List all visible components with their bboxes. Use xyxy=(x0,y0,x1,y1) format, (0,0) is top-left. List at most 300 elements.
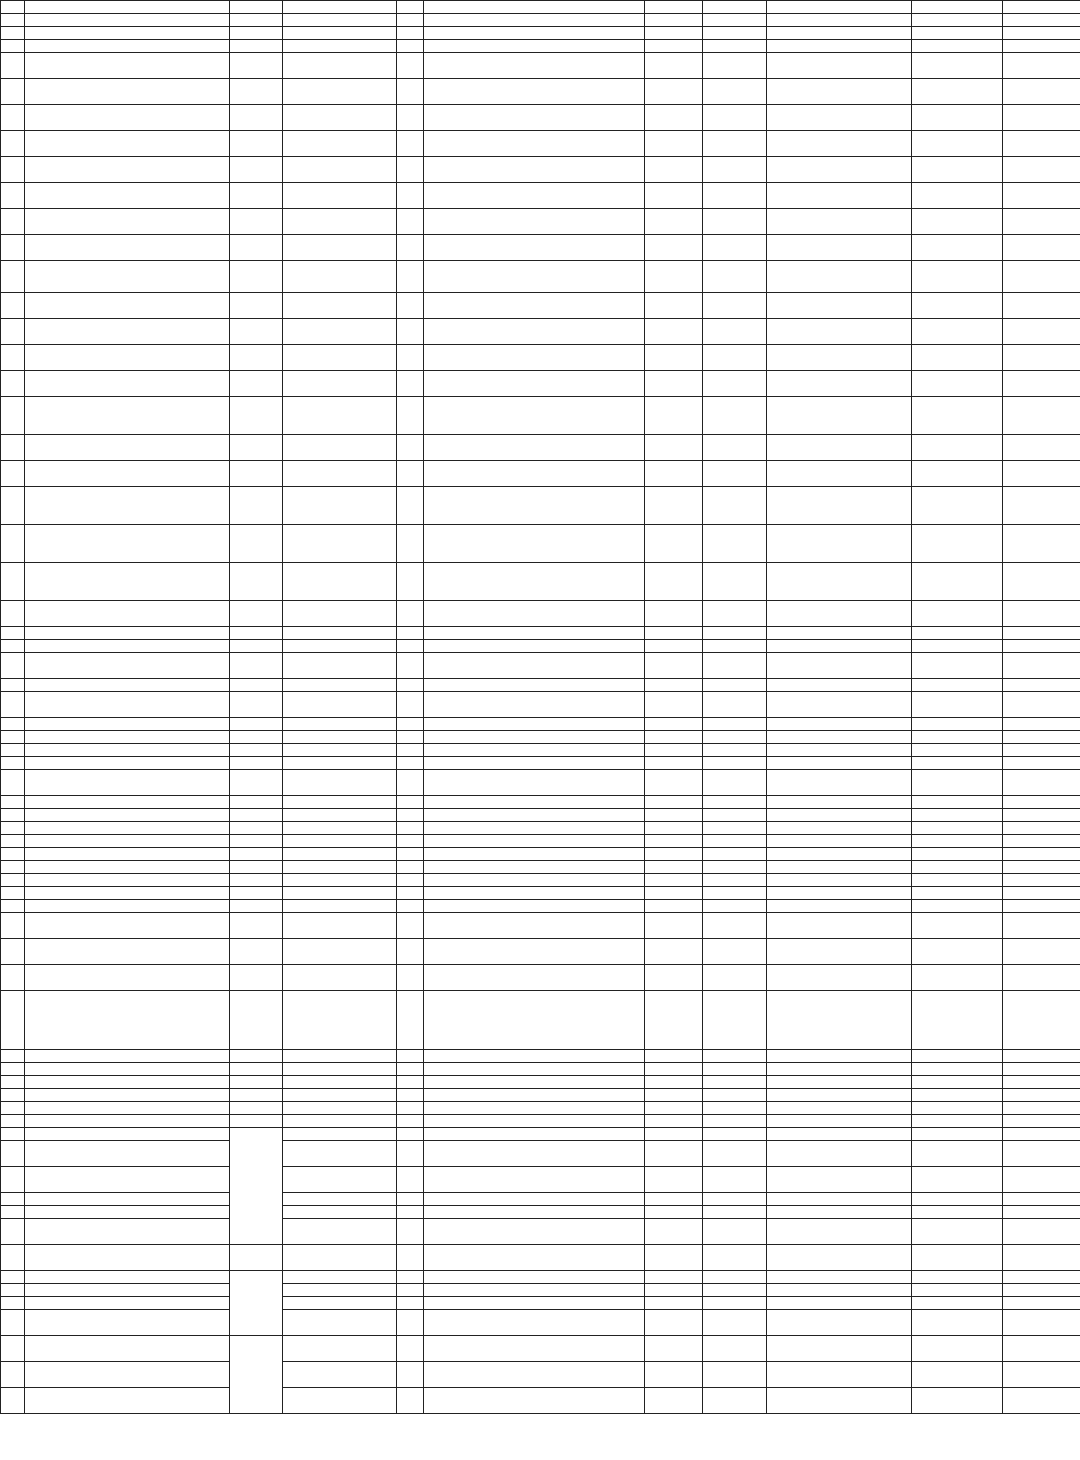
position-title xyxy=(283,1310,397,1336)
major-requirement xyxy=(424,1141,645,1167)
row-number xyxy=(1,79,25,105)
table-row xyxy=(1,679,1080,692)
hire-count xyxy=(397,692,424,718)
degree-requirement xyxy=(703,487,767,525)
table-row xyxy=(1,1193,1080,1206)
row-number xyxy=(1,627,25,640)
degree-requirement xyxy=(703,913,767,939)
hire-count xyxy=(397,1115,424,1128)
education-level xyxy=(645,105,703,131)
hire-count xyxy=(397,1362,424,1388)
position-title xyxy=(283,53,397,79)
position-title xyxy=(283,1297,397,1310)
position-title xyxy=(283,835,397,848)
company-name xyxy=(25,563,230,601)
company-name xyxy=(25,27,230,40)
work-location xyxy=(767,1089,912,1102)
hire-count xyxy=(397,640,424,653)
row-number xyxy=(1,1167,25,1193)
row-number xyxy=(1,1297,25,1310)
age-limit xyxy=(1003,1206,1080,1219)
hire-count xyxy=(397,1141,424,1167)
enterprise-type xyxy=(230,1089,283,1102)
position-title xyxy=(283,319,397,345)
hire-count xyxy=(397,487,424,525)
salary-range xyxy=(912,640,1003,653)
major-requirement xyxy=(424,965,645,991)
age-limit xyxy=(1003,1193,1080,1206)
row-number xyxy=(1,435,25,461)
work-location xyxy=(767,913,912,939)
row-number xyxy=(1,1050,25,1063)
table-row xyxy=(1,1297,1080,1310)
company-name xyxy=(25,601,230,627)
salary-range xyxy=(912,770,1003,796)
enterprise-type xyxy=(230,653,283,679)
row-number xyxy=(1,653,25,679)
hire-count xyxy=(397,525,424,563)
row-number xyxy=(1,1115,25,1128)
position-title xyxy=(283,679,397,692)
salary-range xyxy=(912,525,1003,563)
age-limit xyxy=(1003,1362,1080,1388)
work-location xyxy=(767,1245,912,1271)
salary-range xyxy=(912,1076,1003,1089)
degree-requirement xyxy=(703,1388,767,1414)
education-level xyxy=(645,1,703,14)
education-level xyxy=(645,1063,703,1076)
education-level xyxy=(645,293,703,319)
position-title xyxy=(283,601,397,627)
education-level xyxy=(645,487,703,525)
company-name xyxy=(25,131,230,157)
major-requirement xyxy=(424,627,645,640)
hire-count xyxy=(397,209,424,235)
salary-range xyxy=(912,900,1003,913)
hire-count xyxy=(397,14,424,27)
major-requirement xyxy=(424,822,645,835)
degree-requirement xyxy=(703,1089,767,1102)
work-location xyxy=(767,1388,912,1414)
age-limit xyxy=(1003,601,1080,627)
table-row xyxy=(1,1050,1080,1063)
major-requirement xyxy=(424,1050,645,1063)
company-name xyxy=(25,397,230,435)
enterprise-type xyxy=(230,692,283,718)
work-location xyxy=(767,744,912,757)
work-location xyxy=(767,939,912,965)
salary-range xyxy=(912,53,1003,79)
company-name xyxy=(25,1102,230,1115)
education-level xyxy=(645,861,703,874)
age-limit xyxy=(1003,1284,1080,1297)
company-name xyxy=(25,235,230,261)
table-row xyxy=(1,461,1080,487)
enterprise-type xyxy=(230,601,283,627)
row-number xyxy=(1,1362,25,1388)
salary-range xyxy=(912,679,1003,692)
position-title xyxy=(283,861,397,874)
row-number xyxy=(1,563,25,601)
enterprise-type xyxy=(230,53,283,79)
position-title xyxy=(283,965,397,991)
education-level xyxy=(645,157,703,183)
enterprise-type xyxy=(230,1102,283,1115)
table-row xyxy=(1,40,1080,53)
education-level xyxy=(645,1050,703,1063)
major-requirement xyxy=(424,640,645,653)
hire-count xyxy=(397,105,424,131)
position-title xyxy=(283,731,397,744)
row-number xyxy=(1,27,25,40)
work-location xyxy=(767,1102,912,1115)
major-requirement xyxy=(424,835,645,848)
salary-range xyxy=(912,1336,1003,1362)
row-number xyxy=(1,1245,25,1271)
age-limit xyxy=(1003,435,1080,461)
enterprise-type xyxy=(230,627,283,640)
education-level xyxy=(645,809,703,822)
major-requirement xyxy=(424,900,645,913)
row-number xyxy=(1,1219,25,1245)
age-limit xyxy=(1003,1388,1080,1414)
degree-requirement xyxy=(703,887,767,900)
row-number xyxy=(1,345,25,371)
table-row xyxy=(1,939,1080,965)
major-requirement xyxy=(424,1063,645,1076)
company-name xyxy=(25,1115,230,1128)
position-title xyxy=(283,293,397,319)
salary-range xyxy=(912,397,1003,435)
age-limit xyxy=(1003,1115,1080,1128)
education-level xyxy=(645,1388,703,1414)
table-row xyxy=(1,887,1080,900)
age-limit xyxy=(1003,371,1080,397)
salary-range xyxy=(912,1388,1003,1414)
education-level xyxy=(645,796,703,809)
salary-range xyxy=(912,209,1003,235)
work-location xyxy=(767,627,912,640)
row-number xyxy=(1,261,25,293)
degree-requirement xyxy=(703,861,767,874)
education-level xyxy=(645,627,703,640)
enterprise-type xyxy=(230,1050,283,1063)
degree-requirement xyxy=(703,525,767,563)
position-title xyxy=(283,627,397,640)
age-limit xyxy=(1003,319,1080,345)
hire-count xyxy=(397,679,424,692)
salary-range xyxy=(912,822,1003,835)
age-limit xyxy=(1003,293,1080,319)
position-title xyxy=(283,345,397,371)
enterprise-type xyxy=(230,809,283,822)
hire-count xyxy=(397,835,424,848)
position-title xyxy=(283,1388,397,1414)
major-requirement xyxy=(424,79,645,105)
table-row xyxy=(1,1336,1080,1362)
degree-requirement xyxy=(703,1050,767,1063)
education-level xyxy=(645,900,703,913)
age-limit xyxy=(1003,627,1080,640)
table-row xyxy=(1,1362,1080,1388)
company-name xyxy=(25,939,230,965)
company-name xyxy=(25,770,230,796)
hire-count xyxy=(397,1297,424,1310)
major-requirement xyxy=(424,770,645,796)
row-number xyxy=(1,183,25,209)
degree-requirement xyxy=(703,27,767,40)
age-limit xyxy=(1003,822,1080,835)
position-title xyxy=(283,1336,397,1362)
salary-range xyxy=(912,874,1003,887)
position-title xyxy=(283,757,397,770)
work-location xyxy=(767,1167,912,1193)
table-row xyxy=(1,1,1080,14)
age-limit xyxy=(1003,913,1080,939)
hire-count xyxy=(397,887,424,900)
row-number xyxy=(1,1206,25,1219)
position-title xyxy=(283,209,397,235)
company-name xyxy=(25,261,230,293)
hire-count xyxy=(397,796,424,809)
work-location xyxy=(767,718,912,731)
enterprise-type xyxy=(230,887,283,900)
enterprise-type xyxy=(230,757,283,770)
age-limit xyxy=(1003,1297,1080,1310)
work-location xyxy=(767,183,912,209)
age-limit xyxy=(1003,965,1080,991)
age-limit xyxy=(1003,1050,1080,1063)
enterprise-type xyxy=(230,293,283,319)
hire-count xyxy=(397,435,424,461)
table-row xyxy=(1,435,1080,461)
company-name xyxy=(25,183,230,209)
row-number xyxy=(1,1076,25,1089)
hire-count xyxy=(397,861,424,874)
major-requirement xyxy=(424,319,645,345)
education-level xyxy=(645,1245,703,1271)
table-row xyxy=(1,27,1080,40)
company-name xyxy=(25,487,230,525)
education-level xyxy=(645,965,703,991)
row-number xyxy=(1,718,25,731)
work-location xyxy=(767,796,912,809)
position-title xyxy=(283,79,397,105)
salary-range xyxy=(912,731,1003,744)
degree-requirement xyxy=(703,1336,767,1362)
education-level xyxy=(645,14,703,27)
hire-count xyxy=(397,874,424,887)
major-requirement xyxy=(424,1310,645,1336)
work-location xyxy=(767,131,912,157)
salary-range xyxy=(912,1063,1003,1076)
hire-count xyxy=(397,900,424,913)
table-row xyxy=(1,1219,1080,1245)
work-location xyxy=(767,157,912,183)
company-name xyxy=(25,1063,230,1076)
row-number xyxy=(1,744,25,757)
work-location xyxy=(767,900,912,913)
age-limit xyxy=(1003,235,1080,261)
company-name xyxy=(25,809,230,822)
company-name xyxy=(25,757,230,770)
enterprise-type xyxy=(230,319,283,345)
row-number xyxy=(1,487,25,525)
company-name xyxy=(25,835,230,848)
company-name xyxy=(25,1128,230,1141)
major-requirement xyxy=(424,345,645,371)
degree-requirement xyxy=(703,1271,767,1284)
age-limit xyxy=(1003,563,1080,601)
table-row xyxy=(1,822,1080,835)
salary-range xyxy=(912,744,1003,757)
table-row xyxy=(1,809,1080,822)
salary-range xyxy=(912,461,1003,487)
work-location xyxy=(767,1063,912,1076)
position-title xyxy=(283,1128,397,1141)
education-level xyxy=(645,563,703,601)
education-level xyxy=(645,1167,703,1193)
age-limit xyxy=(1003,1167,1080,1193)
enterprise-type xyxy=(230,900,283,913)
salary-range xyxy=(912,1310,1003,1336)
work-location xyxy=(767,848,912,861)
hire-count xyxy=(397,718,424,731)
row-number xyxy=(1,640,25,653)
table-row xyxy=(1,1271,1080,1284)
enterprise-type xyxy=(230,183,283,209)
work-location xyxy=(767,397,912,435)
salary-range xyxy=(912,835,1003,848)
major-requirement xyxy=(424,293,645,319)
education-level xyxy=(645,1271,703,1284)
education-level xyxy=(645,1141,703,1167)
age-limit xyxy=(1003,874,1080,887)
hire-count xyxy=(397,1,424,14)
age-limit xyxy=(1003,887,1080,900)
company-name xyxy=(25,1362,230,1388)
major-requirement xyxy=(424,397,645,435)
degree-requirement xyxy=(703,679,767,692)
work-location xyxy=(767,601,912,627)
company-name xyxy=(25,692,230,718)
education-level xyxy=(645,1297,703,1310)
table-row xyxy=(1,796,1080,809)
position-title xyxy=(283,1167,397,1193)
major-requirement xyxy=(424,861,645,874)
position-title xyxy=(283,235,397,261)
position-title xyxy=(283,261,397,293)
degree-requirement xyxy=(703,563,767,601)
work-location xyxy=(767,653,912,679)
education-level xyxy=(645,209,703,235)
enterprise-type xyxy=(230,105,283,131)
enterprise-type xyxy=(230,1063,283,1076)
work-location xyxy=(767,809,912,822)
major-requirement xyxy=(424,261,645,293)
table-row xyxy=(1,1076,1080,1089)
major-requirement xyxy=(424,874,645,887)
table-row xyxy=(1,1102,1080,1115)
major-requirement xyxy=(424,848,645,861)
position-title xyxy=(283,487,397,525)
row-number xyxy=(1,887,25,900)
degree-requirement xyxy=(703,822,767,835)
degree-requirement xyxy=(703,835,767,848)
salary-range xyxy=(912,563,1003,601)
position-title xyxy=(283,1245,397,1271)
major-requirement xyxy=(424,601,645,627)
enterprise-type xyxy=(230,1076,283,1089)
row-number xyxy=(1,14,25,27)
salary-range xyxy=(912,809,1003,822)
work-location xyxy=(767,293,912,319)
degree-requirement xyxy=(703,371,767,397)
age-limit xyxy=(1003,1128,1080,1141)
degree-requirement xyxy=(703,14,767,27)
company-name xyxy=(25,53,230,79)
company-name xyxy=(25,1284,230,1297)
table-row xyxy=(1,53,1080,79)
enterprise-type xyxy=(230,79,283,105)
age-limit xyxy=(1003,861,1080,874)
degree-requirement xyxy=(703,79,767,105)
degree-requirement xyxy=(703,601,767,627)
company-name xyxy=(25,1310,230,1336)
hire-count xyxy=(397,965,424,991)
work-location xyxy=(767,1050,912,1063)
table-row xyxy=(1,183,1080,209)
hire-count xyxy=(397,1388,424,1414)
position-title xyxy=(283,887,397,900)
education-level xyxy=(645,718,703,731)
hire-count xyxy=(397,809,424,822)
age-limit xyxy=(1003,183,1080,209)
salary-range xyxy=(912,965,1003,991)
work-location xyxy=(767,757,912,770)
position-title xyxy=(283,397,397,435)
degree-requirement xyxy=(703,627,767,640)
degree-requirement xyxy=(703,1167,767,1193)
work-location xyxy=(767,79,912,105)
table-row xyxy=(1,1128,1080,1141)
degree-requirement xyxy=(703,1206,767,1219)
work-location xyxy=(767,770,912,796)
degree-requirement xyxy=(703,319,767,345)
enterprise-type xyxy=(230,913,283,939)
position-title xyxy=(283,991,397,1050)
company-name xyxy=(25,293,230,319)
major-requirement xyxy=(424,371,645,397)
education-level xyxy=(645,991,703,1050)
major-requirement xyxy=(424,487,645,525)
company-name xyxy=(25,1219,230,1245)
enterprise-type xyxy=(230,209,283,235)
salary-range xyxy=(912,1206,1003,1219)
enterprise-type xyxy=(230,861,283,874)
work-location xyxy=(767,874,912,887)
hire-count xyxy=(397,461,424,487)
hire-count xyxy=(397,293,424,319)
salary-range xyxy=(912,1219,1003,1245)
salary-range xyxy=(912,345,1003,371)
age-limit xyxy=(1003,131,1080,157)
table-row xyxy=(1,874,1080,887)
age-limit xyxy=(1003,835,1080,848)
age-limit xyxy=(1003,692,1080,718)
hire-count xyxy=(397,822,424,835)
table-row xyxy=(1,744,1080,757)
